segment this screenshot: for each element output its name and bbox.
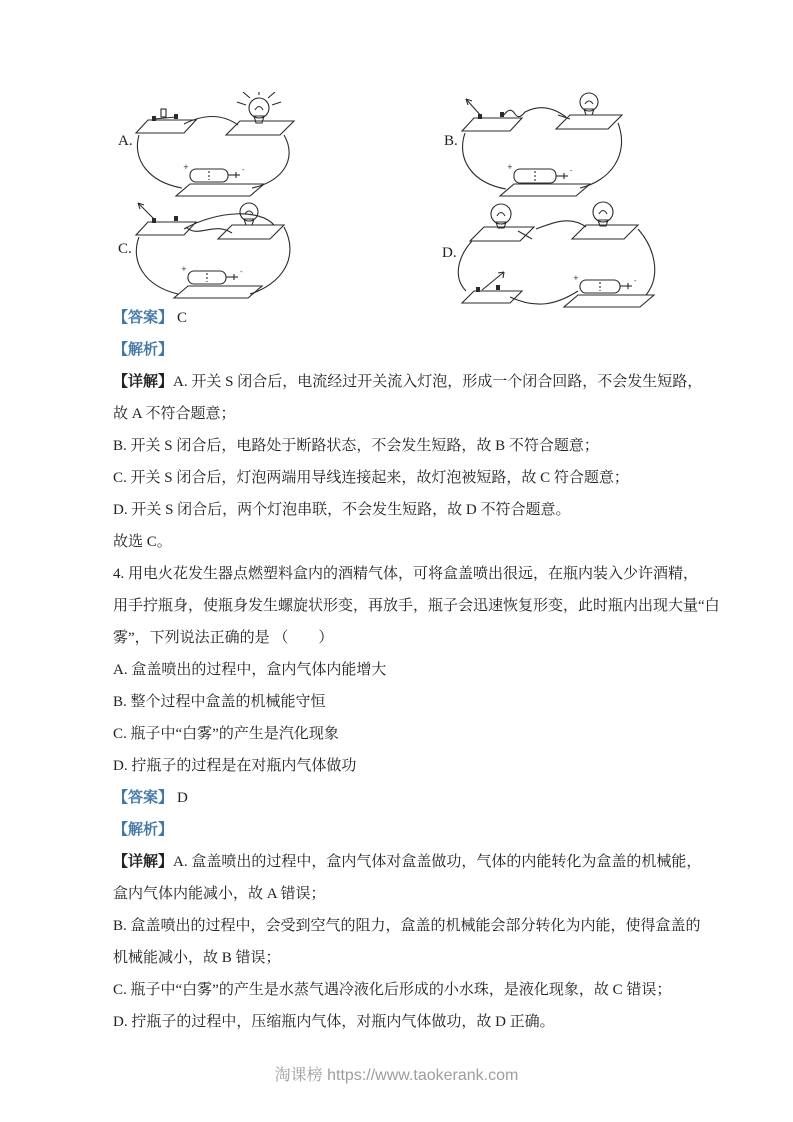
explanation-2-line: C. 瓶子中“白雾”的产生是水蒸气遇冷液化后形成的小水珠，是液化现象，故 C 错误；	[113, 982, 672, 998]
battery-minus-mark: -	[242, 166, 245, 174]
bulb-lit-icon	[226, 92, 294, 135]
wire	[580, 123, 622, 188]
circuit-closed-switch-lit-bulb-battery-icon	[132, 92, 308, 206]
question-4-stem-line: 雾”，下列说法正确的是 （ ）	[113, 630, 334, 646]
battery-minus-mark: -	[634, 277, 637, 285]
analysis-1-label: 【解析】	[113, 342, 174, 358]
option-b-label: B.	[444, 133, 458, 149]
site-name: 淘课榜	[274, 1067, 323, 1084]
analysis-1-line	[113, 334, 713, 366]
answer-1-label: 【答案】	[113, 310, 174, 326]
circuit-diagram-a	[132, 92, 308, 206]
solution-text-column	[113, 302, 720, 1038]
explanation-1-line: D. 开关 S 闭合后，两个灯泡串联，不会发生短路，故 D 不符合题意。	[113, 502, 571, 518]
analysis-2-label: 【解析】	[113, 822, 174, 838]
bulb-icon	[556, 93, 622, 129]
circuit-open-switch-bulb-battery-icon	[458, 92, 634, 206]
battery-icon	[176, 163, 264, 196]
explanation-2-line: B. 盒盖喷出的过程中，会受到空气的阻力，盒盖的机械能会部分转化为内能，使得盒盖的	[113, 918, 701, 934]
option-d-label: D.	[442, 245, 457, 261]
battery-icon	[174, 265, 262, 298]
question-4-stem-line: 用手拧瓶身，使瓶身发生螺旋状形变，再放手，瓶子会迅速恢复形变，此时瓶内出现大量“白	[113, 598, 720, 614]
explanation-1-line: B. 开关 S 闭合后，电路处于断路状态，不会发生短路，故 B 不符合题意；	[113, 438, 599, 454]
explanation-2-text: A. 盒盖喷出的过程中，盒内气体对盒盖做功，气体的内能转化为盒盖的机械能，	[173, 854, 702, 870]
question-4-option-a: A. 盒盖喷出的过程中，盒内气体内能增大	[113, 662, 387, 678]
battery-icon	[500, 163, 590, 196]
explanation-2-line: 机械能减小，故 B 错误；	[113, 950, 281, 966]
battery-plus-mark: +	[507, 163, 513, 171]
question-4-option-b: B. 整个过程中盒盖的机械能守恒	[113, 694, 326, 710]
explanation-2-line	[113, 846, 713, 878]
wire	[536, 221, 586, 229]
question-4-stem-line: 4. 用电火花发生器点燃塑料盒内的酒精气体，可将盒盖喷出很远，在瓶内装入少许酒精，	[113, 566, 699, 582]
circuit-diagram-c	[132, 200, 308, 308]
bulb-icon	[572, 202, 638, 239]
wire	[458, 241, 472, 291]
wire	[137, 135, 182, 188]
option-a-label: A.	[118, 133, 133, 149]
wire	[638, 229, 655, 295]
bulb-icon	[470, 204, 534, 241]
wire	[250, 227, 290, 294]
circuit-two-bulbs-open-switch-battery-icon	[452, 196, 666, 314]
explanation-2-line: D. 拧瓶子的过程中，压缩瓶内气体，对瓶内气体做功，故 D 正确。	[113, 1014, 555, 1030]
explanation-1-line: 故 A 不符合题意；	[113, 406, 236, 422]
explanation-2-line: 盒内气体内能减小，故 A 错误；	[113, 886, 326, 902]
circuit-open-switch-shorted-bulb-battery-icon	[132, 200, 308, 308]
switch-closed-icon	[136, 109, 196, 133]
explanation-1-text: A. 开关 S 闭合后，电流经过开关流入灯泡，形成一个闭合回路，不会发生短路，	[173, 374, 703, 390]
battery-minus-mark: -	[240, 268, 243, 276]
wire	[252, 135, 289, 188]
detail-1-label: 【详解】	[113, 374, 174, 390]
wire	[463, 133, 506, 189]
battery-plus-mark: +	[183, 163, 189, 171]
answer-1-line	[113, 302, 713, 334]
option-c-label: C.	[118, 241, 132, 257]
answer-1-value: C	[177, 310, 188, 326]
answer-2-label: 【答案】	[113, 790, 174, 806]
analysis-2-line	[113, 814, 713, 846]
switch-open-icon	[136, 203, 196, 235]
wire	[136, 237, 178, 294]
circuit-diagram-d	[452, 196, 666, 314]
battery-plus-mark: +	[573, 274, 579, 282]
circuit-diagram-b	[458, 92, 634, 206]
answer-2-value: D	[177, 790, 188, 806]
detail-2-label: 【详解】	[113, 854, 174, 870]
site-url: https://www.taokerank.com	[327, 1067, 519, 1084]
battery-plus-mark: +	[181, 265, 187, 273]
question-4-option-d: D. 拧瓶子的过程是在对瓶内气体做功	[113, 758, 357, 774]
switch-open-icon	[462, 99, 525, 131]
explanation-1-line	[113, 366, 713, 398]
site-watermark	[0, 1062, 793, 1085]
bulb-icon	[218, 203, 284, 239]
battery-minus-mark: -	[570, 167, 573, 175]
answer-2-line	[113, 782, 713, 814]
explanation-1-line: C. 开关 S 闭合后，灯泡两端用导线连接起来，故灯泡被短路，故 C 符合题意；	[113, 470, 629, 486]
conclusion-1-line: 故选 C。	[113, 534, 172, 550]
question-4-option-c: C. 瓶子中“白雾”的产生是汽化现象	[113, 726, 339, 742]
wire	[184, 214, 274, 229]
